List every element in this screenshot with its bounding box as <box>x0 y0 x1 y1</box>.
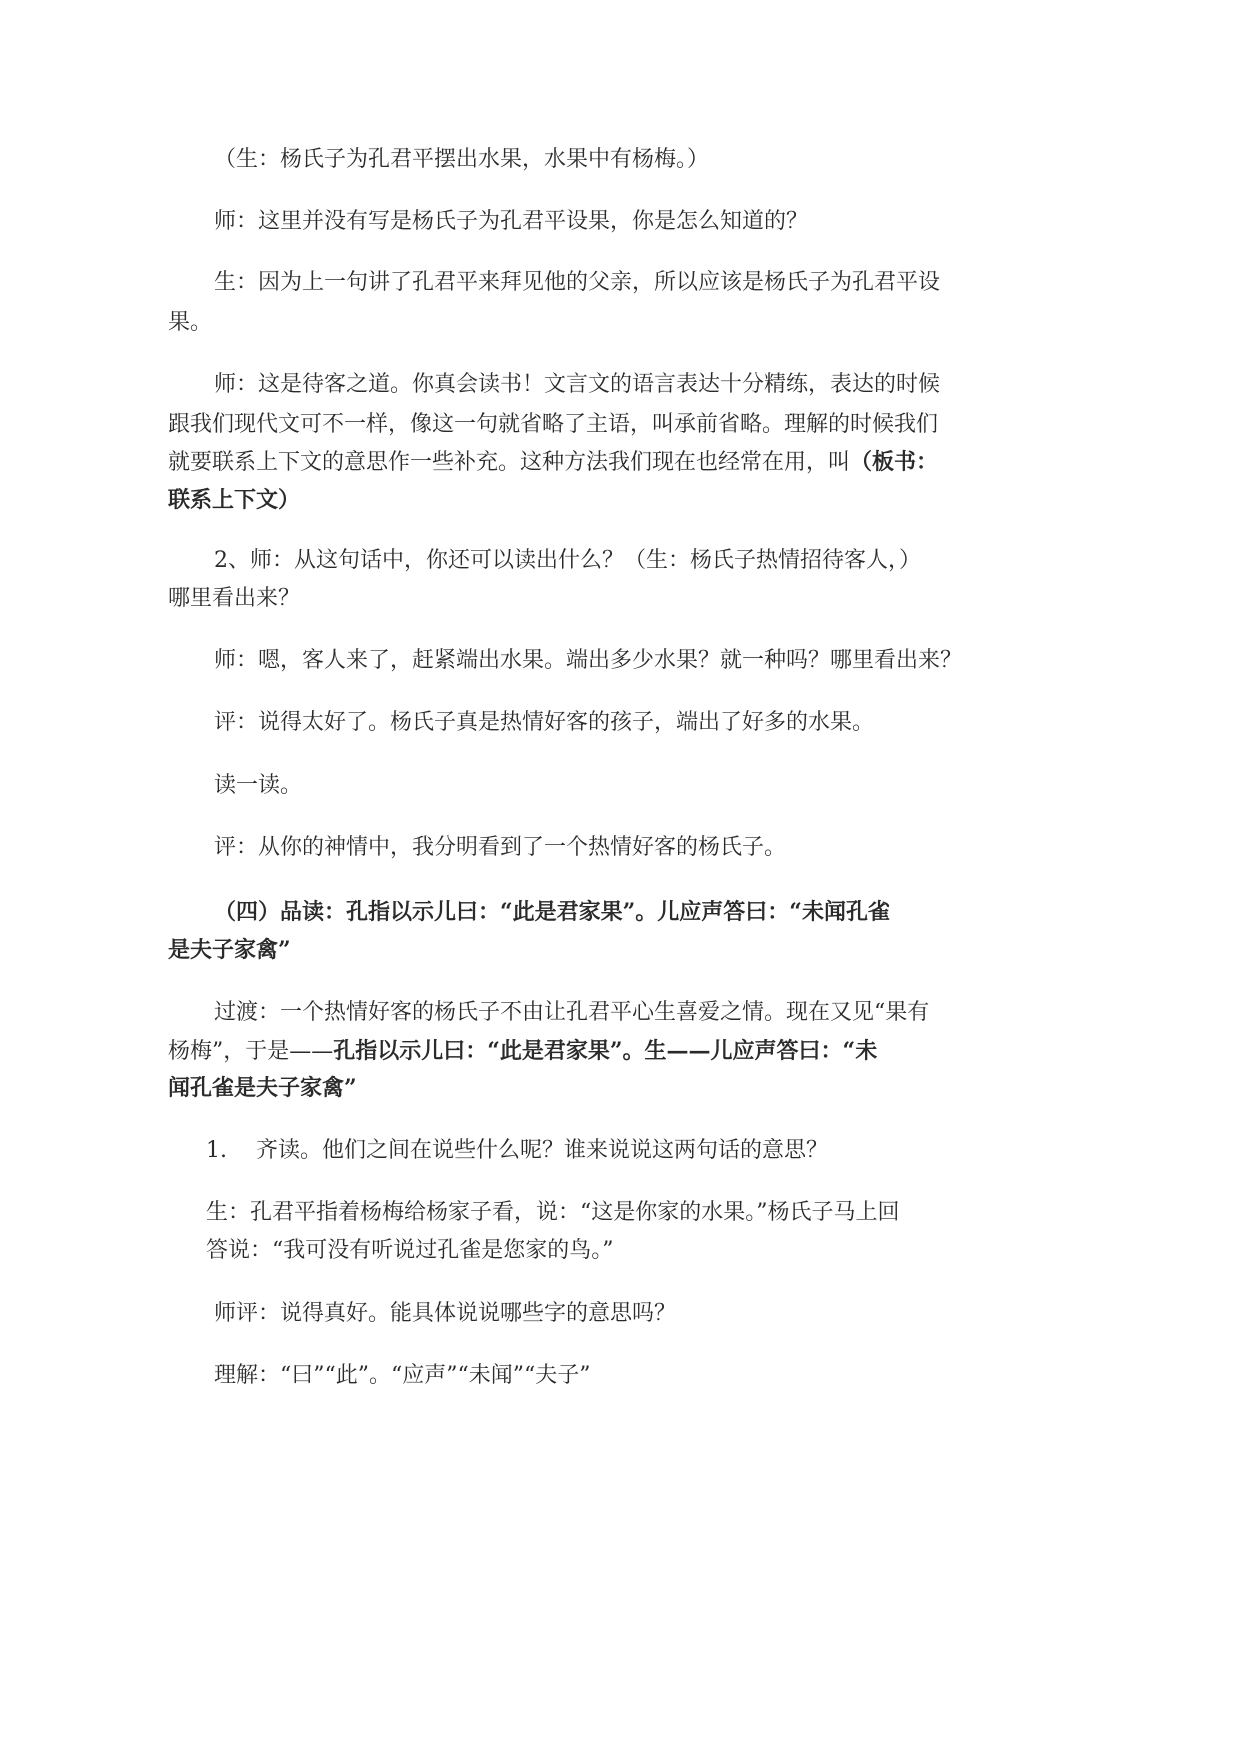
blackboard-note-label: （板书： <box>850 449 939 475</box>
paragraph-question-2-line2: 哪里看出来？ <box>168 586 301 611</box>
transition-text: 杨梅”，于是—— <box>168 1039 334 1064</box>
section-heading-4-line1: （四）品读：孔指以示儿曰：“此是君家果”。儿应声答曰：“未闻孔雀 <box>214 899 890 925</box>
paragraph-transition-line2 <box>168 1036 877 1066</box>
section-heading-4-line2: 是夫子家禽” <box>168 937 291 963</box>
paragraph-student-answer-fruit: （生：杨氏子为孔君平摆出水果，水果中有杨梅。） <box>214 147 710 172</box>
paragraph-question-2-line1: 2、师：从这句话中，你还可以读出什么？（生：杨氏子热情招待客人，） <box>214 548 921 573</box>
paragraph-student-reason-line2: 果。 <box>168 310 213 335</box>
paragraph-student-meaning-line2: 答说：“我可没有听说过孔雀是您家的鸟。” <box>206 1238 614 1263</box>
paragraph-student-meaning-line1: 生：孔君平指着杨梅给杨家子看，说：“这是你家的水果。”杨氏子马上回 <box>206 1200 900 1225</box>
paragraph-teacher-question: 师：这里并没有写是杨氏子为孔君平设果，你是怎么知道的？ <box>214 209 809 234</box>
paragraph-teacher-explain-line3 <box>168 447 938 477</box>
paragraph-comment-fruit: 评：说得太好了。杨氏子真是热情好客的孩子，端出了好多的水果。 <box>214 710 875 735</box>
paragraph-student-reason-line1: 生：因为上一句讲了孔君平来拜见他的父亲，所以应该是杨氏子为孔君平设 <box>214 270 941 295</box>
transition-quote: 孔指以示儿曰：“此是君家果”。生——儿应声答曰：“未 <box>333 1038 878 1064</box>
paragraph-teacher-explain-line2: 跟我们现代文可不一样，像这一句就省略了主语，叫承前省略。理解的时候我们 <box>168 412 939 437</box>
paragraph-teacher-explain-line1: 师：这是待客之道。你真会读书！文言文的语言表达十分精练，表达的时候 <box>214 372 941 397</box>
paragraph-read-aloud: 读一读。 <box>214 773 303 798</box>
list-item-read-together: 齐读。他们之间在说些什么呢？谁来说说这两句话的意思？ <box>256 1138 829 1163</box>
paragraph-understanding: 理解：“曰”“此”。“应声”“未闻”“夫子” <box>214 1363 591 1388</box>
paragraph-teacher-comment: 师评：说得真好。能具体说说哪些字的意思吗？ <box>214 1301 677 1326</box>
explain-text: 就要联系上下文的意思作一些补充。这种方法我们现在也经常在用，叫 <box>168 450 851 475</box>
paragraph-teacher-fruit: 师：嗯，客人来了，赶紧端出水果。端出多少水果？就一种吗？哪里看出来？ <box>214 648 963 673</box>
blackboard-note-content: 联系上下文） <box>168 487 301 513</box>
list-item-number: 1. <box>206 1138 227 1163</box>
paragraph-transition-line1: 过渡：一个热情好客的杨氏子不由让孔君平心生喜爱之情。现在又见“果有 <box>214 1000 930 1025</box>
paragraph-comment-expression: 评：从你的神情中，我分明看到了一个热情好客的杨氏子。 <box>214 835 787 860</box>
paragraph-transition-line3: 闻孔雀是夫子家禽” <box>168 1075 357 1101</box>
